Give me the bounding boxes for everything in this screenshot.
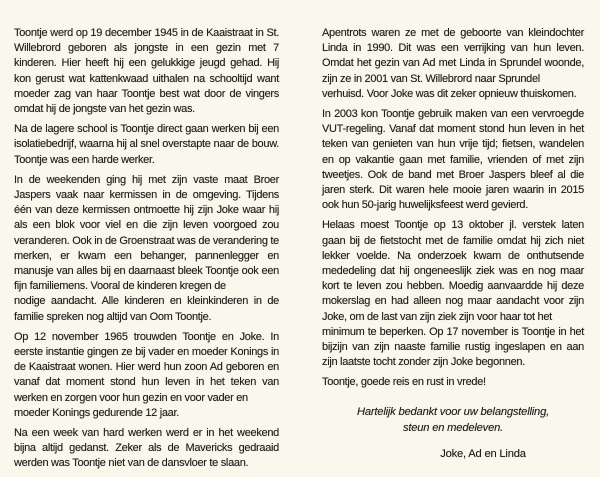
acknowledgement-line: steun en medeleven. — [402, 421, 504, 434]
paragraph-segment: Na de lagere school is Toontje direct gaan werken bij een isolatiebedrijf, waarna hij al snel overstapte naar de bouw. Toontje was een harde werker. — [14, 123, 279, 166]
paragraph-segment: moeder Konings gedurende 12 jaar. — [14, 406, 180, 419]
right-column-paragraphs — [322, 26, 584, 391]
left-column — [14, 26, 279, 477]
signature: Joke, Ad en Linda — [440, 447, 526, 460]
paragraph-segment: minimum te beperken. Op 17 november is Toontje in het bijzijn van zijn naaste familie rustig ingeslapen en aan zijn laatste tocht zonder zijn Joke begonnen. — [322, 325, 584, 369]
paragraph-segment: Toontje, goede reis en rust in vrede! — [322, 376, 486, 389]
paragraph — [14, 173, 279, 325]
paragraph — [322, 26, 584, 102]
paragraph-segment: Apentrots waren ze met de geboorte van kleindochter Linda in 1990. Dit was een verrijking van hun leven. Omdat het gezin van Ad met Linda in Sprundel woonde, zijn ze in 2001 van St. Willebrord naar Sprundel — [322, 27, 584, 85]
paragraph-segment: nodige aandacht. Alle kinderen en kleinkinderen in de familie spreken nog altijd van Oom Toontje. — [14, 295, 279, 323]
paragraph — [14, 26, 279, 117]
paragraph-segment: Helaas moest Toontje op 13 oktober jl. verstek laten gaan bij de fietstocht met de familie omdat hij zich niet lekker voelde. Na onderzoek kwam de onthutsende mededeling dat hij ongeneeslijk ziek was en nog maar kort te leven zou hebben. Moedig aanvaardde hij deze mokerslag en had alleen nog maar aandacht voor zijn Joke, om de last van zijn ziek zijn voor haar tot het — [322, 219, 584, 323]
paragraph-segment: Toontje werd op 19 december 1945 in de Kaaistraat in St. Willebrord geboren als jongste in een gezin met 7 kinderen. Hier heeft hij een gelukkige jeugd gehad. Hij kon gerust wat kattenkwaad uithalen na schooltijd want moeder zag van haar Toontje best wat door de vingers omdat hij de jongste van het gezin was. — [14, 27, 279, 116]
paragraph-segment: Na een week van hard werken werd er in het weekend bijna altijd gedanst. Zeker als de Mavericks gedraaid werden was Toontje niet van de dansvloer te slaan. — [14, 427, 279, 470]
paragraph — [322, 107, 584, 213]
paragraph-segment: In 2003 kon Toontje gebruik maken van een vervroegde VUT-regeling. Vanaf dat moment stond hun leven in het teken van genieten van hun vrije tijd; fietsen, wandelen en op vakantie gaan met familie, vrienden of met zijn tweetjes. Ook de band met Broer Jaspers bleef al die jaren sterk. Dit waren hele mooie jaren waarin in 2015 ook hun 50-jarig huwelijksfeest werd gevierd. — [322, 108, 584, 212]
paragraph — [14, 330, 279, 421]
paragraph-segment: Op 12 november 1965 trouwden Toontje en Joke. In eerste instantie gingen ze bij vader en moeder Konings in de Kaaistraat wonen. Hier werd hun zoon Ad geboren en vanaf dat moment stond hun leven in het teken van werken en zorgen voor hun gezin en voor vader en — [14, 330, 279, 404]
acknowledgement-line: Hartelijk bedankt voor uw belangstelling, — [356, 405, 550, 418]
paragraph — [14, 426, 279, 472]
paragraph-segment: In de weekenden ging hij met zijn vaste maat Broer Jaspers vaak naar kermissen in de omgeving. Tijdens één van deze kermissen ontmoette hij zijn Joke waar hij als een blok voor viel en die zijn leven voorgoed zou veranderen. Ook in de Groenstraat was de verandering te merken, er kwam een behanger, pannenlegger en manusje van alles bij en daarnaast bleek Toontje ook een fijn familiemens. Vooral de kinderen kregen de — [14, 173, 279, 293]
right-column — [322, 26, 584, 477]
paragraph — [322, 218, 584, 370]
paragraph — [14, 122, 279, 168]
paragraph — [322, 375, 584, 390]
paragraph-segment: verhuisd. Voor Joke was dit zeker opnieuw thuiskomen. — [322, 87, 577, 100]
acknowledgement — [322, 404, 584, 436]
